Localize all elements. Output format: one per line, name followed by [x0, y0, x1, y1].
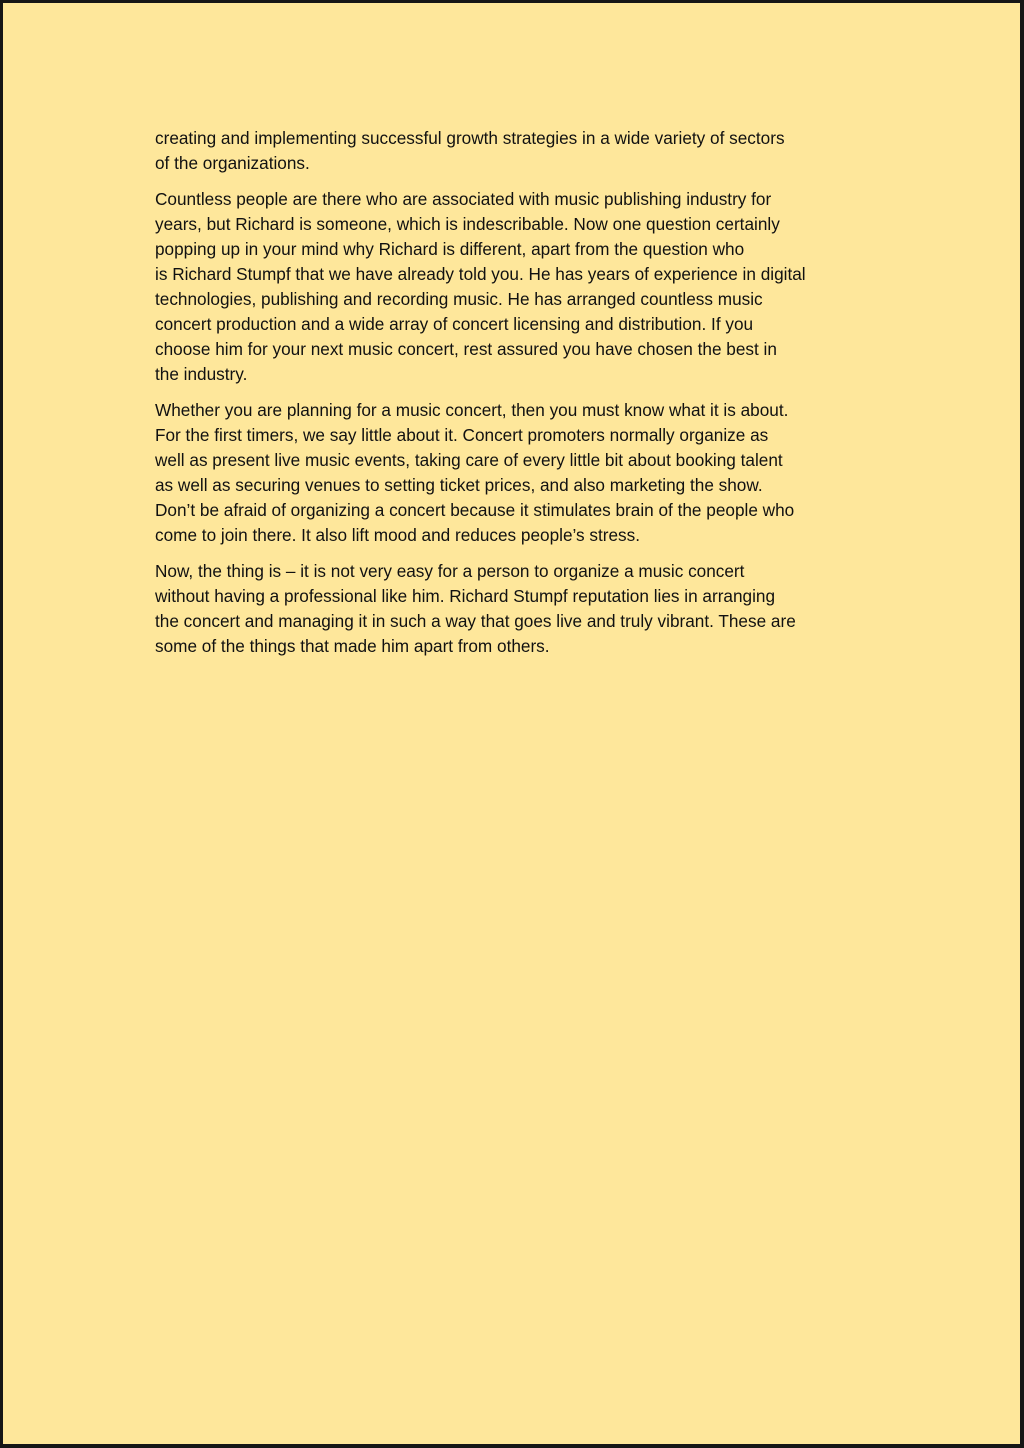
paragraph-3	[155, 398, 885, 549]
text-line: creating and implementing successful growth strategies in a wide variety of sectors	[155, 128, 785, 148]
paragraph-2	[155, 187, 885, 388]
paragraph-4	[155, 559, 885, 659]
body-text	[155, 126, 885, 669]
text-line: technologies, publishing and recording music. He has arranged countless music	[155, 288, 763, 309]
text-line: years, but Richard is someone, which is indescribable. Now one question certainly	[155, 213, 780, 234]
text-line: without having a professional like him. Richard Stumpf reputation lies in arranging	[155, 585, 776, 606]
text-line: Don’t be afraid of organizing a concert because it stimulates brain of the people who	[155, 500, 795, 521]
text-line: the industry.	[155, 364, 248, 385]
text-line: the concert and managing it in such a way that goes live and truly vibrant. These are	[155, 610, 796, 631]
text-line: well as present live music events, taking care of every little bit about booking talent	[155, 449, 783, 470]
paragraph-1	[155, 126, 885, 176]
text-line: choose him for your next music concert, rest assured you have chosen the best in	[155, 339, 777, 360]
text-line: Countless people are there who are associated with music publishing industry for	[155, 188, 772, 209]
text-line: For the first timers, we say little about it. Concert promoters normally organize as	[155, 424, 769, 445]
text-line: popping up in your mind why Richard is different, apart from the question who	[155, 238, 745, 259]
text-line: is Richard Stumpf that we have already told you. He has years of experience in digital	[155, 263, 806, 284]
text-line: Now, the thing is – it is not very easy for a person to organize a music concert	[155, 560, 745, 581]
text-line: as well as securing venues to setting ticket prices, and also marketing the show.	[155, 475, 763, 495]
text-line: Whether you are planning for a music concert, then you must know what it is about.	[155, 399, 789, 420]
text-line: of the organizations.	[155, 153, 310, 174]
text-line: concert production and a wide array of concert licensing and distribution. If you	[155, 314, 754, 335]
text-line: some of the things that made him apart from others.	[155, 635, 550, 656]
text-line: come to join there. It also lift mood and reduces people’s stress.	[155, 525, 641, 546]
